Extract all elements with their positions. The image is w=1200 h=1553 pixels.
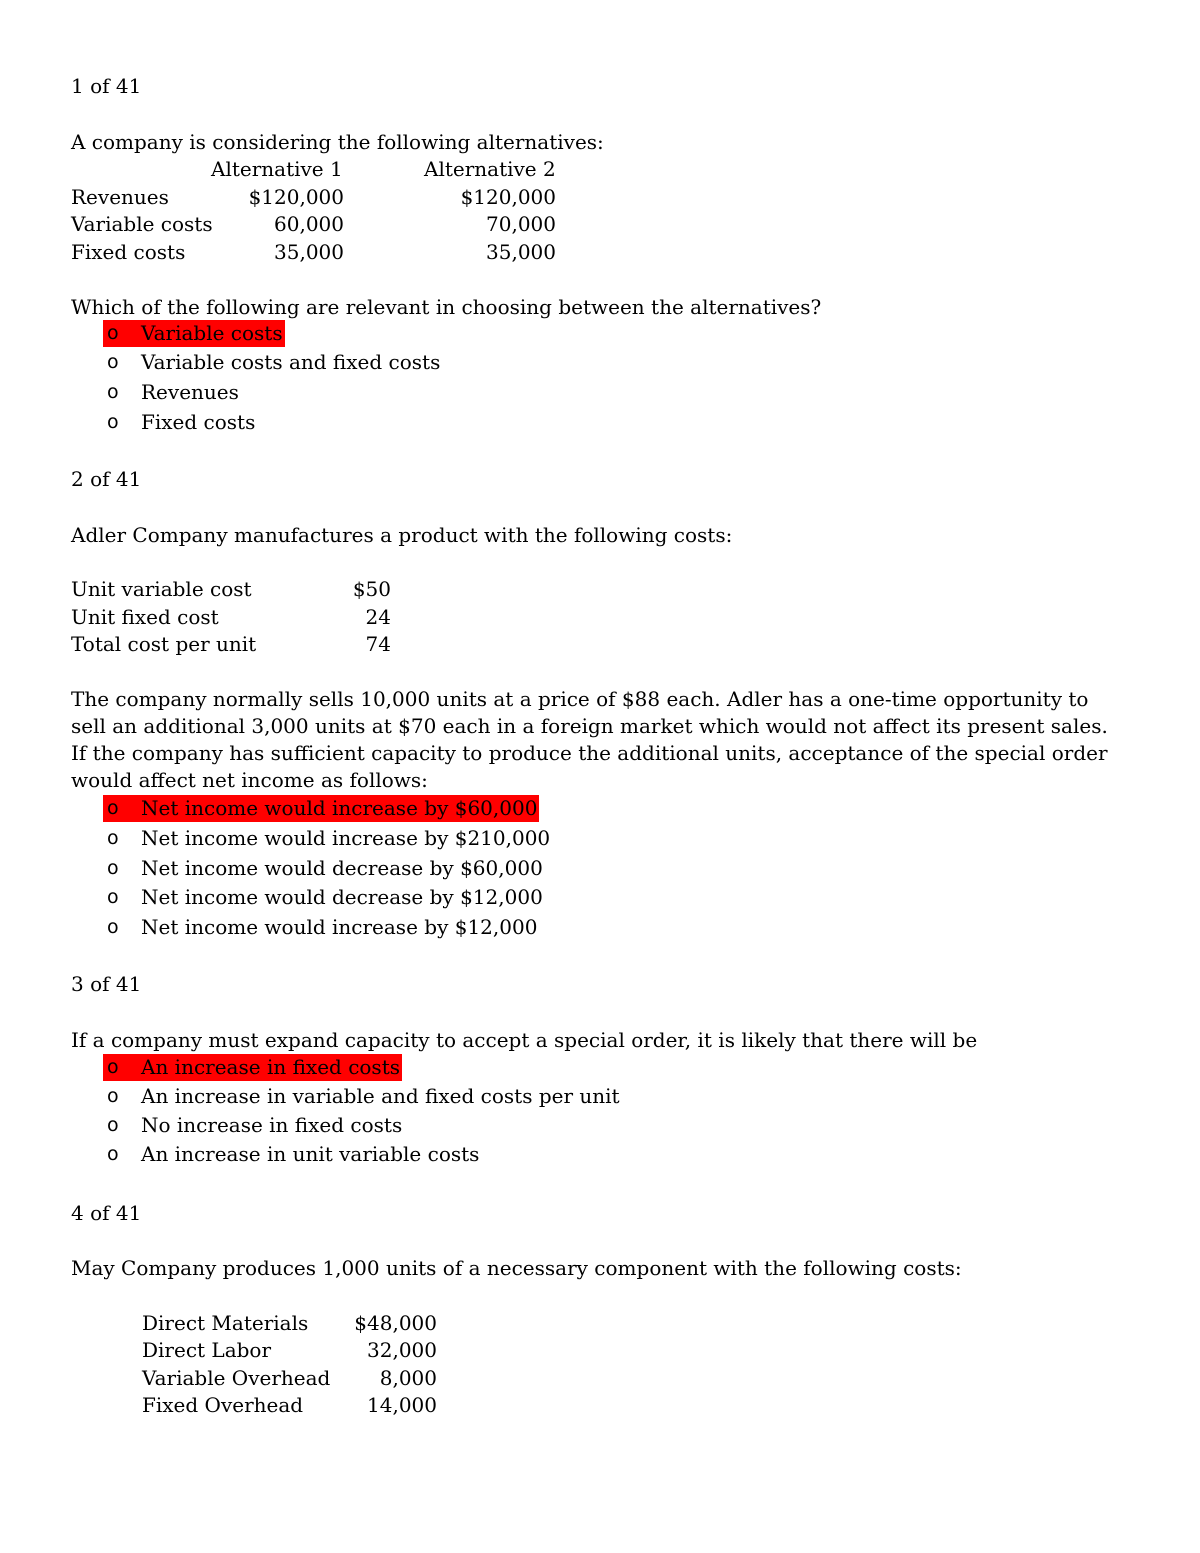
table-header: Alternative 2 (424, 157, 556, 181)
bullet-icon: o (107, 381, 119, 403)
bullet-icon: o (107, 1085, 119, 1107)
answer-option[interactable] (103, 379, 239, 406)
answer-option[interactable] (103, 914, 537, 941)
bullet-icon: o (107, 322, 119, 344)
answer-option[interactable] (103, 855, 543, 882)
answer-option-highlighted[interactable] (103, 1054, 402, 1081)
answer-option[interactable] (103, 825, 550, 852)
table-row-label: Direct Materials (142, 1311, 309, 1335)
table-header: Alternative 1 (211, 157, 343, 181)
option-label: No increase in fixed costs (141, 1113, 403, 1137)
answer-option-highlighted[interactable] (103, 320, 285, 347)
table-row-label: Variable costs (71, 212, 213, 236)
bullet-icon: o (107, 1056, 119, 1078)
bullet-icon: o (107, 857, 119, 879)
option-label: Net income would decrease by $60,000 (141, 856, 543, 880)
option-label: Net income would decrease by $12,000 (141, 885, 543, 909)
table-row-label: Total cost per unit (71, 632, 257, 656)
table-row-label: Fixed costs (71, 240, 186, 264)
bullet-icon: o (107, 886, 119, 908)
table-row-label: Revenues (71, 185, 169, 209)
option-label: Revenues (141, 380, 239, 404)
question-intro: Adler Company manufactures a product with the following costs: (71, 523, 733, 547)
table-cell: 32,000 (367, 1338, 437, 1362)
table-cell: $120,000 (460, 185, 556, 209)
table-cell: 35,000 (274, 240, 344, 264)
option-label: Variable costs and fixed costs (141, 350, 441, 374)
table-cell: 60,000 (274, 212, 344, 236)
bullet-icon: o (107, 916, 119, 938)
bullet-icon: o (107, 1143, 119, 1165)
option-label: An increase in fixed costs (141, 1055, 400, 1079)
answer-option[interactable] (103, 884, 543, 911)
option-label: An increase in unit variable costs (141, 1142, 480, 1166)
bullet-icon: o (107, 827, 119, 849)
answer-option[interactable] (103, 1112, 402, 1139)
question-counter: 1 of 41 (71, 74, 142, 98)
table-cell: 35,000 (486, 240, 556, 264)
answer-option[interactable] (103, 1083, 620, 1110)
option-label: Net income would increase by $210,000 (141, 826, 551, 850)
option-label: Net income would increase by $12,000 (141, 915, 538, 939)
bullet-icon: o (107, 411, 119, 433)
option-label: Variable costs (141, 321, 283, 345)
question-prompt: If a company must expand capacity to accept a special order, it is likely that there will be (71, 1028, 978, 1052)
table-row-label: Direct Labor (142, 1338, 272, 1362)
table-cell: 8,000 (379, 1366, 437, 1390)
question-counter: 4 of 41 (71, 1201, 142, 1225)
table-row-label: Unit variable cost (71, 577, 252, 601)
bullet-icon: o (107, 1114, 119, 1136)
option-label: Net income would increase by $60,000 (141, 796, 538, 820)
option-label: An increase in variable and fixed costs per unit (141, 1084, 620, 1108)
bullet-icon: o (107, 797, 119, 819)
bullet-icon: o (107, 351, 119, 373)
table-cell: 74 (365, 632, 391, 656)
table-cell: 24 (365, 605, 391, 629)
answer-option[interactable] (103, 1141, 479, 1168)
question-counter: 3 of 41 (71, 972, 142, 996)
question-prompt: Which of the following are relevant in choosing between the alternatives? (71, 295, 822, 319)
table-cell: 14,000 (367, 1393, 437, 1417)
question-prompt: The company normally sells 10,000 units at a price of $88 each. Adler has a one-time opportunity to sell an additional 3,000 units at $70 each in a foreign market which would not affect its present sales. If the company has sufficient capacity to produce the additional units, acceptance of the special order would affect net income as follows: (71, 687, 1108, 792)
table-row-label: Variable Overhead (142, 1366, 331, 1390)
answer-option[interactable] (103, 409, 255, 436)
question-intro: May Company produces 1,000 units of a necessary component with the following costs: (71, 1256, 962, 1280)
answer-option-highlighted[interactable] (103, 795, 539, 822)
table-cell: 70,000 (486, 212, 556, 236)
table-row-label: Fixed Overhead (142, 1393, 304, 1417)
answer-option[interactable] (103, 349, 440, 376)
table-cell: $50 (352, 577, 391, 601)
question-intro: A company is considering the following alternatives: (71, 130, 604, 154)
question-counter: 2 of 41 (71, 467, 142, 491)
table-cell: $48,000 (354, 1311, 437, 1335)
table-cell: $120,000 (248, 185, 344, 209)
table-row-label: Unit fixed cost (71, 605, 219, 629)
option-label: Fixed costs (141, 410, 256, 434)
